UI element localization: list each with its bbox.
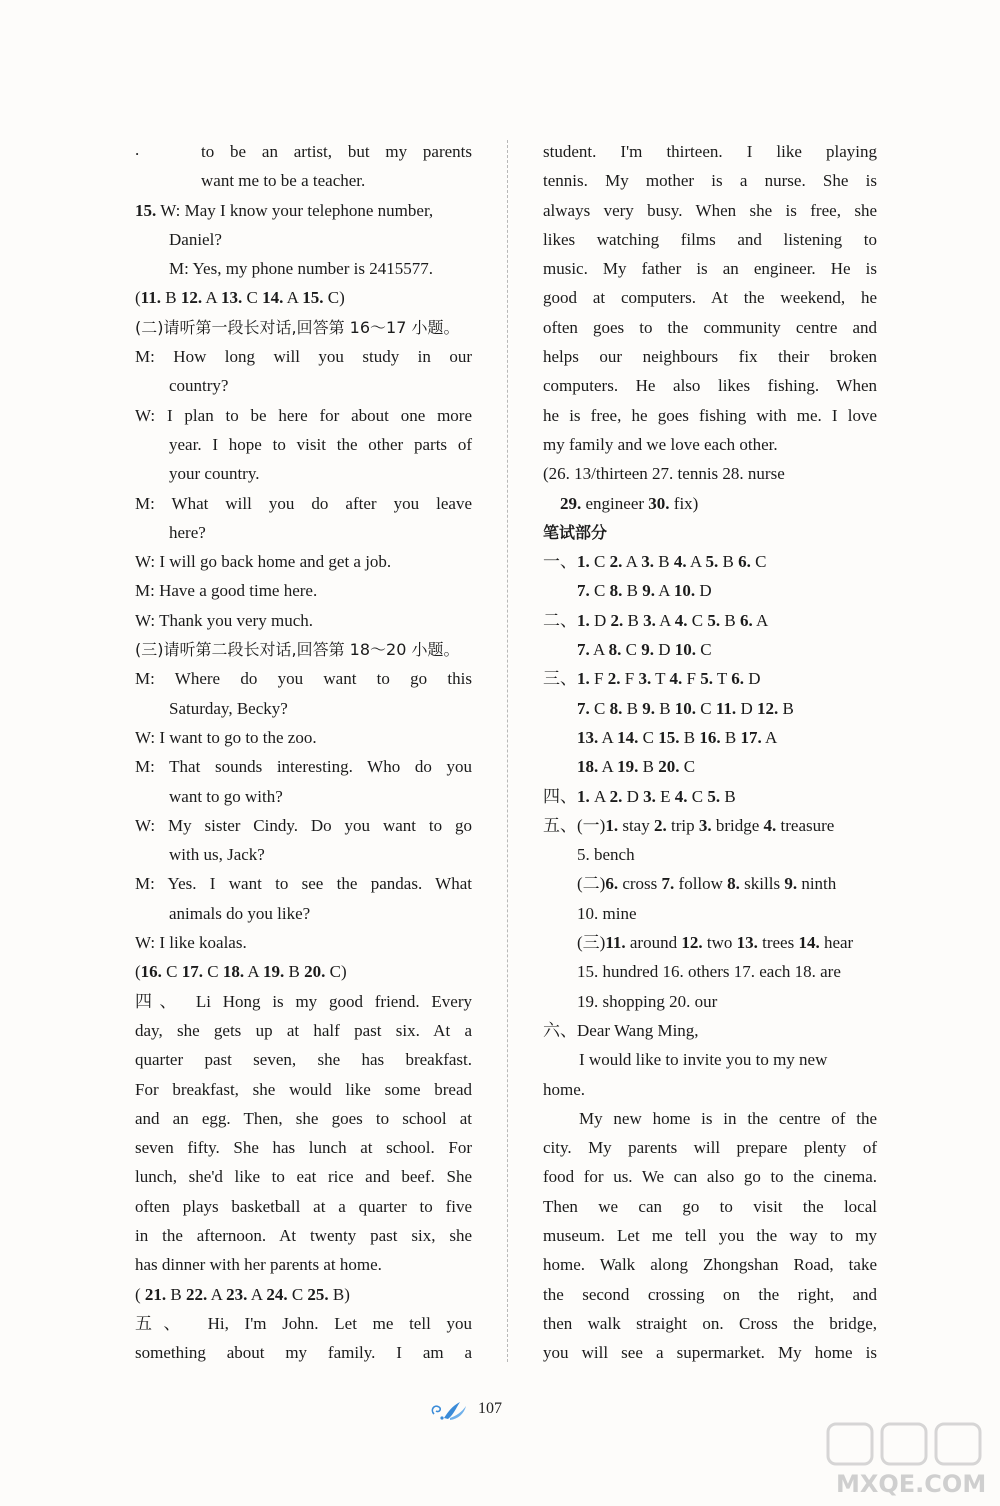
line-text: Daniel? [169, 229, 222, 249]
line-text: M: Yes. I want to see the pandas. What [135, 874, 472, 894]
decorative-swirl-logo [428, 1396, 474, 1424]
line-text: likes watching films and listening to [543, 229, 877, 249]
line-text: has dinner with her parents at home. [135, 1255, 382, 1275]
right-column-line [543, 606, 877, 635]
line-text: (二)请听第一段长对话,回答第 16～17 小题。 [135, 317, 460, 337]
right-column-line [543, 664, 877, 693]
svg-text:MXQE.COM: MXQE.COM [836, 1470, 987, 1498]
column-divider [507, 140, 508, 1362]
line-text: year. I hope to visit the other parts of [169, 434, 472, 454]
line-text: to be an artist, but my parents [201, 142, 472, 161]
line-text: W: I want to go to the zoo. [135, 727, 317, 747]
line-text: W: I plan to be here for about one more [135, 405, 472, 425]
left-column-line [135, 840, 472, 869]
left-column-line [135, 1250, 472, 1279]
line-text: city. My parents will prepare plenty of [543, 1138, 877, 1158]
line-text: 7. C 8. B 9. A 10. D [577, 581, 712, 601]
right-column-line [543, 196, 877, 225]
line-text: often plays basketball at a quarter to five [135, 1196, 472, 1216]
line-text: Then we can go to visit the local [543, 1196, 877, 1216]
line-text: tennis. My mother is a nurse. She is [543, 171, 877, 191]
line-text: then walk straight on. Cross the bridge, [543, 1313, 877, 1333]
line-text: 二、1. D 2. B 3. A 4. C 5. B 6. A [543, 610, 769, 630]
line-text: 15. hundred 16. others 17. each 18. are [577, 962, 841, 982]
right-column-line [543, 283, 877, 312]
line-text: 一、1. C 2. A 3. B 4. A 5. B 6. C [543, 552, 767, 572]
line-text: 五、(一)1. stay 2. trip 3. bridge 4. treasure [543, 815, 835, 835]
line-text: you will see a supermarket. My home is [543, 1343, 877, 1363]
page-number: 107 [478, 1400, 502, 1417]
line-text: lunch, she'd like to eat rice and beef. She [135, 1167, 472, 1187]
right-column-line [543, 576, 877, 605]
line-text: country? [169, 376, 229, 396]
line-text: computers. He also likes fishing. When [543, 376, 877, 396]
line-text: M: What will you do after you leave [135, 493, 472, 513]
right-column-line [543, 1221, 877, 1250]
left-column-line [135, 928, 472, 957]
line-text: your country. [169, 464, 260, 484]
line-text: helps our neighbours fix their broken [543, 347, 877, 367]
line-text: W: I like koalas. [135, 933, 247, 953]
right-column-line [543, 1104, 877, 1133]
right-column-line [543, 752, 877, 781]
left-column-line [135, 576, 472, 605]
line-text: 三、1. F 2. F 3. T 4. F 5. T 6. D [543, 669, 761, 689]
left-column-line [135, 606, 472, 635]
left-column-line [135, 782, 472, 811]
right-column-line [543, 1250, 877, 1279]
right-column-line [543, 694, 877, 723]
right-column-line [543, 1338, 877, 1367]
right-column-line [543, 254, 877, 283]
left-column-line [135, 1338, 472, 1367]
line-text: my family and we love each other. [543, 434, 778, 454]
line-text: quarter past seven, she has breakfast. [135, 1050, 472, 1070]
line-text: For breakfast, she would like some bread [135, 1079, 472, 1099]
right-column-line [543, 782, 877, 811]
right-column-line [543, 137, 877, 166]
left-column-line [135, 1162, 472, 1191]
right-column-line [543, 371, 877, 400]
line-text: M: Have a good time here. [135, 581, 318, 601]
right-column-line [543, 313, 877, 342]
left-column-line [135, 166, 472, 195]
right-column-line [543, 225, 877, 254]
right-column [543, 137, 877, 1367]
right-column-line [543, 899, 877, 928]
line-text: I would like to invite you to my new [579, 1050, 828, 1070]
left-column-line [135, 987, 472, 1016]
line-text: home. [543, 1079, 586, 1099]
line-text: (16. C 17. C 18. A 19. B 20. C) [135, 962, 347, 982]
line-text: W: Thank you very much. [135, 610, 313, 630]
left-column-line [135, 723, 472, 752]
line-text: M: That sounds interesting. Who do you [135, 757, 472, 777]
line-text: W: I will go back home and get a job. [135, 552, 392, 572]
line-text: 7. C 8. B 9. B 10. C 11. D 12. B [577, 698, 794, 718]
line-text: often goes to the community centre and [543, 317, 877, 337]
line-text: something about my family. I am a [135, 1343, 472, 1363]
line-text: music. My father is an engineer. He is [543, 259, 877, 279]
right-column-line [543, 1045, 877, 1074]
left-column-line [135, 137, 472, 166]
right-column-line [543, 459, 877, 488]
line-text: 四、 Li Hong is my good friend. Every [135, 991, 472, 1011]
line-text: and an egg. Then, she goes to school at [135, 1108, 472, 1128]
line-text: animals do you like? [169, 903, 311, 923]
left-column-line [135, 1133, 472, 1162]
right-column-line [543, 869, 877, 898]
line-text: M: Yes, my phone number is 2415577. [169, 259, 433, 279]
left-column-line [135, 1280, 472, 1309]
left-column-line [135, 694, 472, 723]
left-column-line [135, 752, 472, 781]
line-text: day, she gets up at half past six. At a [135, 1020, 472, 1040]
line-text: seven fifty. She has lunch at school. For [135, 1138, 472, 1158]
line-text: 六、Dear Wang Ming, [543, 1020, 699, 1040]
right-column-line [543, 518, 877, 547]
left-column-line [135, 1075, 472, 1104]
line-text: 29. engineer 30. fix) [560, 493, 699, 513]
line-text: 7. A 8. C 9. D 10. C [577, 640, 712, 660]
left-column-line [135, 1221, 472, 1250]
left-column-line [135, 430, 472, 459]
left-column-line [135, 196, 472, 225]
line-text: want me to be a teacher. [201, 171, 366, 191]
line-text: W: My sister Cindy. Do you want to go [135, 815, 472, 835]
left-column-line [135, 957, 472, 986]
right-column-line [543, 723, 877, 752]
left-column-line [135, 664, 472, 693]
right-column-line [543, 401, 877, 430]
left-column-line [135, 1045, 472, 1074]
left-column-line [135, 401, 472, 430]
line-text: (二)6. cross 7. follow 8. skills 9. ninth [577, 874, 837, 894]
line-text: (三)11. around 12. two 13. trees 14. hear [577, 933, 854, 953]
right-column-line [543, 957, 877, 986]
left-column-line [135, 1016, 472, 1045]
left-column-line [135, 489, 472, 518]
left-column-line [135, 869, 472, 898]
line-text: 四、1. A 2. D 3. E 4. C 5. B [543, 786, 736, 806]
right-column-line [543, 928, 877, 957]
left-column-line [135, 811, 472, 840]
right-column-line [543, 635, 877, 664]
line-text: ( 21. B 22. A 23. A 24. C 25. B) [135, 1284, 350, 1304]
line-text: M: Where do you want to go this [135, 669, 472, 689]
line-text: My new home is in the centre of the [579, 1108, 877, 1128]
right-column-line [543, 811, 877, 840]
left-column-line [135, 254, 472, 283]
left-column-line [135, 635, 472, 664]
line-text: M: How long will you study in our [135, 347, 472, 367]
line-text: 18. A 19. B 20. C [577, 757, 696, 777]
line-text: (11. B 12. A 13. C 14. A 15. C) [135, 288, 345, 308]
line-text: 笔试部分 [543, 522, 608, 542]
left-column-line [135, 1104, 472, 1133]
left-column-line [135, 547, 472, 576]
line-text: student. I'm thirteen. I like playing [543, 142, 877, 161]
right-column-line [543, 1133, 877, 1162]
line-text: 5. bench [577, 845, 635, 865]
left-column-line [135, 1192, 472, 1221]
line-text: always very busy. When she is free, she [543, 200, 877, 220]
right-column-line [543, 1162, 877, 1191]
left-column-line [135, 518, 472, 547]
line-text: W: May I know your telephone number, [156, 200, 434, 220]
right-column-line [543, 840, 877, 869]
line-text: want to go with? [169, 786, 283, 806]
line-text: good at computers. At the weekend, he [543, 288, 877, 308]
line-text: with us, Jack? [169, 845, 265, 865]
right-column-line [543, 1192, 877, 1221]
left-column-line [135, 342, 472, 371]
line-text: here? [169, 522, 206, 542]
right-column-line [543, 430, 877, 459]
line-text: Saturday, Becky? [169, 698, 288, 718]
line-text: 19. shopping 20. our [577, 991, 718, 1011]
right-column-line [543, 489, 877, 518]
right-column-line [543, 987, 877, 1016]
left-column-line [135, 283, 472, 312]
left-column-line [135, 1309, 472, 1338]
line-text: 10. mine [577, 903, 637, 923]
line-text: 五、 Hi, I'm John. Let me tell you [135, 1313, 472, 1333]
right-column-line [543, 166, 877, 195]
left-column-line [135, 313, 472, 342]
left-column-line [135, 371, 472, 400]
line-text: (26. 13/thirteen 27. tennis 28. nurse [543, 464, 785, 484]
line-text: 13. A 14. C 15. B 16. B 17. A [577, 727, 778, 747]
line-text: home. Walk along Zhongshan Road, take [543, 1255, 877, 1275]
line-text: (三)请听第二段长对话,回答第 18～20 小题。 [135, 640, 460, 660]
line-text: food for us. We can also go to the cinema. [543, 1167, 877, 1187]
right-column-line [543, 1309, 877, 1338]
left-column-line [135, 899, 472, 928]
left-column-line [135, 225, 472, 254]
right-column-line [543, 1075, 877, 1104]
right-column-line [543, 342, 877, 371]
margin-dot: . [135, 140, 140, 159]
right-column-line [543, 1016, 877, 1045]
watermark-stamp [820, 1418, 990, 1502]
line-text: museum. Let me tell you the way to my [543, 1225, 877, 1245]
right-column-line [543, 1280, 877, 1309]
right-column-line [543, 547, 877, 576]
question-number: 15. [135, 200, 157, 220]
line-text: he is free, he goes fishing with me. I love [543, 405, 877, 425]
left-column [135, 137, 472, 1367]
line-text: in the afternoon. At twenty past six, she [135, 1225, 472, 1245]
line-text: the second crossing on the right, and [543, 1284, 877, 1304]
left-column-line [135, 459, 472, 488]
